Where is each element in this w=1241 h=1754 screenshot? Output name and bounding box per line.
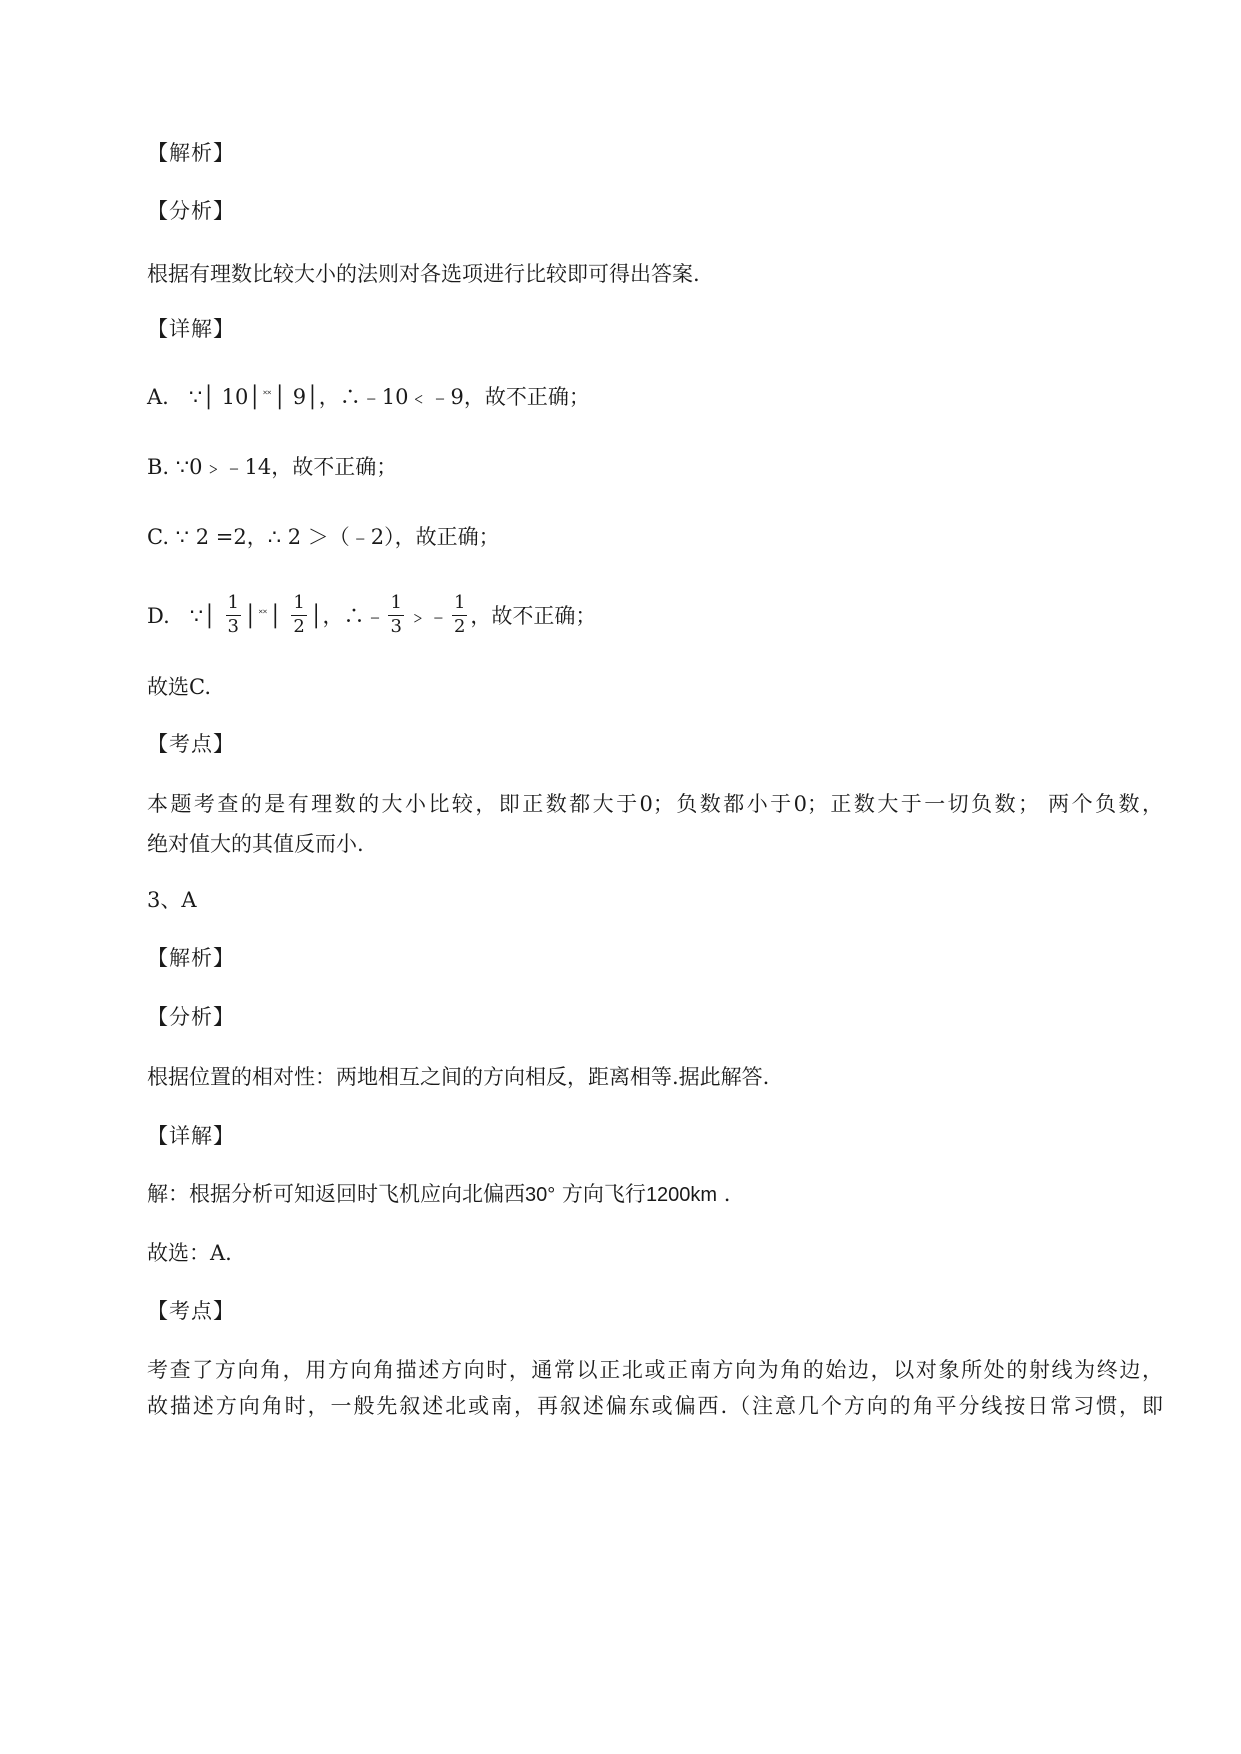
heading-detail-2: 【详解】: [147, 1124, 235, 1148]
heading-keypoint-2: 【考点】: [147, 1299, 235, 1323]
keypoint-1-line-2: 绝对值大的其值反而小.: [147, 832, 364, 856]
solution-pre: 解：根据分析可知返回时飞机应向北偏西: [147, 1182, 525, 1206]
option-b-line: B. ∵0﹥﹣14，故不正确；: [147, 455, 398, 479]
heading-analysis-sub: 【分析】: [147, 199, 235, 223]
option-d-mid: ，∴﹣: [322, 603, 386, 628]
analysis-text-2: 根据位置的相对性：两地相互之间的方向相反，距离相等.据此解答.: [147, 1065, 770, 1089]
choose-answer-a: 故选：A.: [147, 1241, 232, 1265]
fraction-neg-one-third: $\frac{1}{3}$: [390, 592, 402, 637]
keypoint-2-line-2: 故描述方向角时，一般先叙述北或南，再叙述偏东或偏西.（注意几个方向的角平分线按日常习惯，即: [147, 1394, 1163, 1418]
fraction-one-half: $\frac{1}{2}$: [293, 592, 305, 637]
heading-analysis-sub-2: 【分析】: [147, 1005, 235, 1029]
heading-analysis: 【解析】: [147, 141, 235, 165]
option-a-label: A.: [147, 385, 169, 409]
keypoint-1-line-1: 本题考查的是有理数的大小比较，即正数都大于0；负数都小于0；正数大于一切负数； 两个负数，: [147, 792, 1163, 816]
option-d-label: D.: [147, 603, 170, 628]
solution-mid: 方向飞行: [555, 1182, 646, 1206]
heading-analysis-2: 【解析】: [147, 946, 235, 970]
because-symbol: ∵: [189, 603, 204, 628]
fraction-one-third: $\frac{1}{3}$: [227, 592, 239, 637]
solution-end: .: [717, 1182, 731, 1206]
angle-value: 30°: [525, 1184, 556, 1206]
heading-detail: 【详解】: [147, 317, 235, 341]
question-3-answer: 3、A: [147, 888, 197, 912]
because-symbol: ∵: [188, 385, 203, 409]
fraction-neg-one-half: $\frac{1}{2}$: [453, 592, 466, 637]
solution-line: [147, 1184, 730, 1205]
option-d-rest: ，故不正确；: [470, 603, 597, 628]
option-c-line: C. ∵ 2 =2，∴ 2 ＞（﹣2），故正确；: [147, 525, 500, 549]
analysis-text: 根据有理数比较大小的法则对各选项进行比较即可得出答案.: [147, 262, 700, 286]
option-a-line: A. ∵│ 10│ ˟˟│ 9│，∴﹣10﹤﹣9，故不正确；: [147, 385, 590, 409]
choose-answer-c: 故选C.: [147, 675, 211, 699]
keypoint-2-line-1: 考查了方向角，用方向角描述方向时，通常以正北或正南方向为角的始边，以对象所处的射线为终边，: [147, 1358, 1163, 1382]
abs-value-9: 9: [292, 385, 307, 409]
distance-value: 1200km: [645, 1184, 718, 1206]
compare-mark: ˟˟: [258, 606, 268, 620]
abs-value-10: 10: [221, 385, 249, 409]
heading-keypoint-1: 【考点】: [147, 732, 235, 756]
greater-than: ﹥﹣: [406, 603, 449, 628]
compare-mark: ˟˟: [262, 388, 272, 401]
option-d-line: D. ∵│ $\frac{1}{3}$ │ ˟˟│ $\frac{1}{2}$ │，∴﹣ $\frac{1}{3}$ ﹥﹣ $\frac{1}{2}$ ，故不正确；: [147, 592, 597, 637]
option-a-rest: ，∴﹣10﹤﹣9，故不正确；: [318, 385, 590, 409]
